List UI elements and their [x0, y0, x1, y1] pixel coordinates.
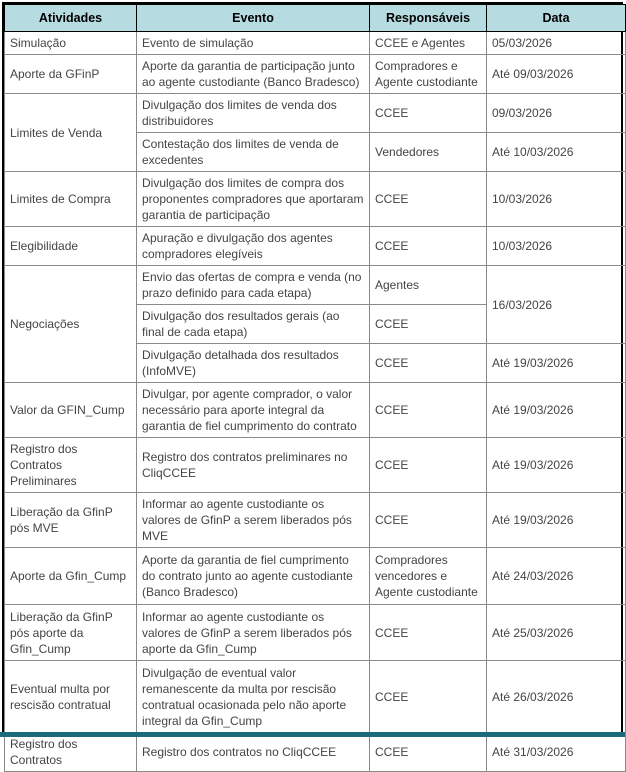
schedule-table — [4, 4, 626, 772]
event-cell: Contestação dos limites de venda de excedentes — [137, 133, 370, 172]
table-row — [5, 32, 626, 55]
activity-cell: Eventual multa por rescisão contratual — [5, 661, 137, 733]
date-cell: Até 10/03/2026 — [487, 133, 626, 172]
activity-cell: Elegibilidade — [5, 227, 137, 266]
responsible-cell: CCEE — [370, 305, 487, 344]
responsible-cell: CCEE e Agentes — [370, 32, 487, 55]
responsible-cell: Vendedores — [370, 133, 487, 172]
col-header-responsaveis: Responsáveis — [370, 5, 487, 32]
activity-cell: Aporte da Gfin_Cump — [5, 548, 137, 605]
date-cell: 09/03/2026 — [487, 94, 626, 133]
activity-cell: Negociações — [5, 266, 137, 383]
event-cell: Informar ao agente custodiante os valores de GfinP a serem liberados pós MVE — [137, 493, 370, 548]
date-cell: Até 19/03/2026 — [487, 344, 626, 383]
responsible-cell: CCEE — [370, 172, 487, 227]
date-cell: Até 19/03/2026 — [487, 438, 626, 493]
responsible-cell: CCEE — [370, 383, 487, 438]
date-cell: 16/03/2026 — [487, 266, 626, 344]
table-row — [5, 55, 626, 94]
activity-cell: Valor da GFIN_Cump — [5, 383, 137, 438]
col-header-evento: Evento — [137, 5, 370, 32]
responsible-cell: CCEE — [370, 344, 487, 383]
table-row — [5, 94, 626, 133]
responsible-cell: CCEE — [370, 605, 487, 661]
event-cell: Divulgação dos limites de compra dos proponentes compradores que aportaram garantia de participação — [137, 172, 370, 227]
date-cell: Até 19/03/2026 — [487, 493, 626, 548]
activity-cell: Aporte da GFinP — [5, 55, 137, 94]
date-cell: Até 19/03/2026 — [487, 383, 626, 438]
event-cell: Aporte da garantia de fiel cumprimento do contrato junto ao agente custodiante (Banco Bradesco) — [137, 548, 370, 605]
event-cell: Divulgação de eventual valor remanescente da multa por rescisão contratual ocasionada pelo não aporte integral da Gfin_Cump — [137, 661, 370, 733]
event-cell: Aporte da garantia de participação junto ao agente custodiante (Banco Bradesco) — [137, 55, 370, 94]
table-row — [5, 172, 626, 227]
event-cell: Registro dos contratos preliminares no CliqCCEE — [137, 438, 370, 493]
table-frame — [2, 2, 623, 767]
responsible-cell: Compradores vencedores e Agente custodiante — [370, 548, 487, 605]
activity-cell: Limites de Compra — [5, 172, 137, 227]
activity-cell: Simulação — [5, 32, 137, 55]
date-cell: Até 26/03/2026 — [487, 661, 626, 733]
col-header-atividades: Atividades — [5, 5, 137, 32]
table-bottom-accent-bar — [0, 732, 625, 737]
responsible-cell: CCEE — [370, 661, 487, 733]
table-row — [5, 661, 626, 733]
event-cell: Apuração e divulgação dos agentes compradores elegíveis — [137, 227, 370, 266]
responsible-cell: CCEE — [370, 493, 487, 548]
event-cell: Divulgação dos resultados gerais (ao final de cada etapa) — [137, 305, 370, 344]
responsible-cell: CCEE — [370, 227, 487, 266]
responsible-cell: CCEE — [370, 438, 487, 493]
table-row — [5, 733, 626, 772]
date-cell: Até 09/03/2026 — [487, 55, 626, 94]
table-row — [5, 438, 626, 493]
activity-cell: Liberação da GfinP pós MVE — [5, 493, 137, 548]
table-row — [5, 383, 626, 438]
date-cell: Até 31/03/2026 — [487, 733, 626, 772]
event-cell: Divulgar, por agente comprador, o valor necessário para aporte integral da garantia de fiel cumprimento do contrato — [137, 383, 370, 438]
activity-cell: Liberação da GfinP pós aporte da Gfin_Cump — [5, 605, 137, 661]
date-cell: Até 24/03/2026 — [487, 548, 626, 605]
responsible-cell: CCEE — [370, 94, 487, 133]
table-header-row — [5, 5, 626, 32]
responsible-cell: Agentes — [370, 266, 487, 305]
table-row — [5, 493, 626, 548]
table-row — [5, 266, 626, 305]
event-cell: Envio das ofertas de compra e venda (no prazo definido para cada etapa) — [137, 266, 370, 305]
event-cell: Divulgação dos limites de venda dos distribuidores — [137, 94, 370, 133]
table-row — [5, 227, 626, 266]
responsible-cell: CCEE — [370, 733, 487, 772]
date-cell: Até 25/03/2026 — [487, 605, 626, 661]
col-header-data: Data — [487, 5, 626, 32]
event-cell: Evento de simulação — [137, 32, 370, 55]
activity-cell: Registro dos Contratos — [5, 733, 137, 772]
event-cell: Divulgação detalhada dos resultados (InfoMVE) — [137, 344, 370, 383]
table-row — [5, 605, 626, 661]
event-cell: Registro dos contratos no CliqCCEE — [137, 733, 370, 772]
responsible-cell: Compradores e Agente custodiante — [370, 55, 487, 94]
date-cell: 05/03/2026 — [487, 32, 626, 55]
activity-cell: Registro dos Contratos Preliminares — [5, 438, 137, 493]
date-cell: 10/03/2026 — [487, 172, 626, 227]
event-cell: Informar ao agente custodiante os valores de GfinP a serem liberados pós aporte da Gfin_Cump — [137, 605, 370, 661]
table-row — [5, 548, 626, 605]
activity-cell: Limites de Venda — [5, 94, 137, 172]
date-cell: 10/03/2026 — [487, 227, 626, 266]
